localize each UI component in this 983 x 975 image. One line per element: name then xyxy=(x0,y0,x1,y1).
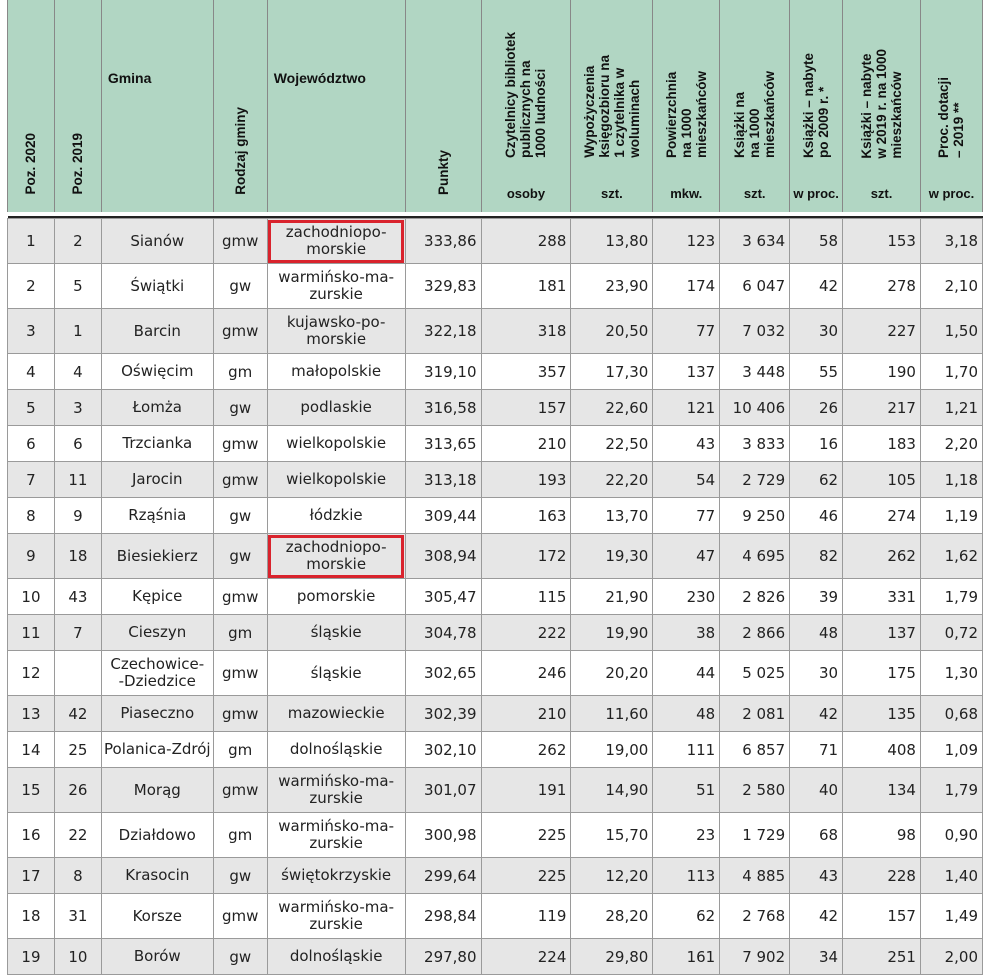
cell-wojewodztwo: małopolskie xyxy=(267,354,405,390)
cell-ksiazki-nabyte-2019: 228 xyxy=(843,858,921,894)
cell-wypozyczenia: 19,00 xyxy=(571,732,653,768)
cell-ksiazki-nabyte: 48 xyxy=(790,615,843,651)
table-row xyxy=(8,264,983,309)
cell-wypozyczenia: 20,20 xyxy=(571,651,653,696)
cell-proc-dotacji: 1,40 xyxy=(920,858,982,894)
cell-ksiazki: 3 448 xyxy=(720,354,790,390)
unit-proc-dotacji: w proc. xyxy=(920,175,982,212)
cell-poz-2019: 10 xyxy=(54,939,101,975)
cell-punkty: 308,94 xyxy=(405,534,481,579)
cell-ksiazki-nabyte: 34 xyxy=(790,939,843,975)
cell-wojewodztwo: wielkopolskie xyxy=(267,426,405,462)
cell-wypozyczenia: 21,90 xyxy=(571,579,653,615)
cell-poz-2019: 5 xyxy=(54,264,101,309)
cell-rodzaj-gminy: gm xyxy=(213,615,267,651)
cell-wojewodztwo: kujawsko-po- morskie xyxy=(267,309,405,354)
cell-ksiazki-nabyte-2019: 105 xyxy=(843,462,921,498)
cell-czytelnicy: 119 xyxy=(481,894,571,939)
cell-poz-2020: 15 xyxy=(8,768,55,813)
cell-poz-2020: 16 xyxy=(8,813,55,858)
cell-ksiazki: 10 406 xyxy=(720,390,790,426)
cell-gmina: Krasocin xyxy=(101,858,213,894)
cell-wojewodztwo: mazowieckie xyxy=(267,696,405,732)
cell-proc-dotacji: 1,70 xyxy=(920,354,982,390)
cell-ksiazki-nabyte: 62 xyxy=(790,462,843,498)
cell-wypozyczenia: 29,80 xyxy=(571,939,653,975)
cell-powierzchnia: 161 xyxy=(653,939,720,975)
cell-rodzaj-gminy: gw xyxy=(213,264,267,309)
cell-rodzaj-gminy: gmw xyxy=(213,462,267,498)
cell-czytelnicy: 181 xyxy=(481,264,571,309)
cell-proc-dotacji: 2,00 xyxy=(920,939,982,975)
cell-czytelnicy: 191 xyxy=(481,768,571,813)
header-punkty: Punkty xyxy=(405,0,481,212)
cell-proc-dotacji: 1,19 xyxy=(920,498,982,534)
cell-ksiazki-nabyte-2019: 408 xyxy=(843,732,921,768)
cell-ksiazki-nabyte-2019: 262 xyxy=(843,534,921,579)
cell-punkty: 319,10 xyxy=(405,354,481,390)
cell-proc-dotacji: 1,50 xyxy=(920,309,982,354)
cell-rodzaj-gminy: gw xyxy=(213,534,267,579)
table-row xyxy=(8,309,983,354)
cell-proc-dotacji: 1,09 xyxy=(920,732,982,768)
cell-ksiazki: 3 634 xyxy=(720,219,790,264)
table-row xyxy=(8,462,983,498)
cell-wypozyczenia: 15,70 xyxy=(571,813,653,858)
table-row xyxy=(8,939,983,975)
cell-wojewodztwo-highlighted: zachodniopo- morskie xyxy=(267,219,405,264)
cell-ksiazki: 2 081 xyxy=(720,696,790,732)
cell-czytelnicy: 262 xyxy=(481,732,571,768)
cell-gmina: Łomża xyxy=(101,390,213,426)
cell-ksiazki-nabyte: 42 xyxy=(790,264,843,309)
cell-poz-2020: 1 xyxy=(8,219,55,264)
cell-punkty: 297,80 xyxy=(405,939,481,975)
cell-wojewodztwo: podlaskie xyxy=(267,390,405,426)
cell-poz-2020: 8 xyxy=(8,498,55,534)
unit-ksiazki: szt. xyxy=(720,175,790,212)
cell-gmina: Sianów xyxy=(101,219,213,264)
cell-ksiazki-nabyte: 46 xyxy=(790,498,843,534)
cell-rodzaj-gminy: gm xyxy=(213,813,267,858)
cell-poz-2019 xyxy=(54,651,101,696)
cell-powierzchnia: 47 xyxy=(653,534,720,579)
cell-wojewodztwo: śląskie xyxy=(267,651,405,696)
cell-proc-dotacji: 1,62 xyxy=(920,534,982,579)
cell-ksiazki: 2 729 xyxy=(720,462,790,498)
table-body xyxy=(8,212,983,975)
table-row xyxy=(8,615,983,651)
cell-wojewodztwo: pomorskie xyxy=(267,579,405,615)
cell-poz-2019: 31 xyxy=(54,894,101,939)
cell-poz-2020: 3 xyxy=(8,309,55,354)
cell-powierzchnia: 38 xyxy=(653,615,720,651)
cell-czytelnicy: 357 xyxy=(481,354,571,390)
cell-poz-2020: 9 xyxy=(8,534,55,579)
cell-ksiazki: 6 857 xyxy=(720,732,790,768)
table-row xyxy=(8,894,983,939)
cell-gmina: Barcin xyxy=(101,309,213,354)
cell-poz-2019: 43 xyxy=(54,579,101,615)
cell-ksiazki-nabyte: 82 xyxy=(790,534,843,579)
unit-wypozyczenia: szt. xyxy=(571,175,653,212)
cell-wojewodztwo: łódzkie xyxy=(267,498,405,534)
header-gmina: Gmina xyxy=(101,0,213,212)
cell-poz-2019: 11 xyxy=(54,462,101,498)
cell-ksiazki-nabyte-2019: 135 xyxy=(843,696,921,732)
cell-ksiazki-nabyte: 68 xyxy=(790,813,843,858)
cell-ksiazki-nabyte-2019: 175 xyxy=(843,651,921,696)
cell-wojewodztwo: wielkopolskie xyxy=(267,462,405,498)
cell-ksiazki-nabyte-2019: 183 xyxy=(843,426,921,462)
cell-poz-2019: 7 xyxy=(54,615,101,651)
cell-czytelnicy: 318 xyxy=(481,309,571,354)
cell-poz-2020: 18 xyxy=(8,894,55,939)
cell-ksiazki-nabyte: 42 xyxy=(790,894,843,939)
cell-ksiazki-nabyte-2019: 217 xyxy=(843,390,921,426)
cell-ksiazki-nabyte-2019: 190 xyxy=(843,354,921,390)
cell-proc-dotacji: 0,68 xyxy=(920,696,982,732)
cell-ksiazki: 2 866 xyxy=(720,615,790,651)
cell-rodzaj-gminy: gmw xyxy=(213,768,267,813)
cell-gmina: Oświęcim xyxy=(101,354,213,390)
cell-czytelnicy: 210 xyxy=(481,696,571,732)
cell-rodzaj-gminy: gw xyxy=(213,498,267,534)
cell-gmina: Kępice xyxy=(101,579,213,615)
cell-ksiazki: 5 025 xyxy=(720,651,790,696)
table-row xyxy=(8,696,983,732)
cell-ksiazki-nabyte-2019: 274 xyxy=(843,498,921,534)
table-row xyxy=(8,219,983,264)
cell-ksiazki: 2 768 xyxy=(720,894,790,939)
cell-wypozyczenia: 22,60 xyxy=(571,390,653,426)
cell-punkty: 329,83 xyxy=(405,264,481,309)
cell-wypozyczenia: 19,30 xyxy=(571,534,653,579)
unit-czytelnicy: osoby xyxy=(481,175,571,212)
cell-powierzchnia: 54 xyxy=(653,462,720,498)
cell-rodzaj-gminy: gmw xyxy=(213,426,267,462)
cell-czytelnicy: 222 xyxy=(481,615,571,651)
table-row xyxy=(8,651,983,696)
cell-proc-dotacji: 2,20 xyxy=(920,426,982,462)
table-row xyxy=(8,858,983,894)
cell-gmina: Morąg xyxy=(101,768,213,813)
table-row xyxy=(8,498,983,534)
cell-powierzchnia: 23 xyxy=(653,813,720,858)
table-row xyxy=(8,579,983,615)
cell-proc-dotacji: 1,49 xyxy=(920,894,982,939)
cell-punkty: 305,47 xyxy=(405,579,481,615)
cell-powierzchnia: 51 xyxy=(653,768,720,813)
table-header xyxy=(8,0,983,212)
cell-powierzchnia: 113 xyxy=(653,858,720,894)
cell-punkty: 299,64 xyxy=(405,858,481,894)
cell-ksiazki-nabyte-2019: 153 xyxy=(843,219,921,264)
cell-punkty: 302,10 xyxy=(405,732,481,768)
cell-ksiazki-nabyte: 30 xyxy=(790,651,843,696)
cell-poz-2019: 9 xyxy=(54,498,101,534)
cell-gmina: Piaseczno xyxy=(101,696,213,732)
cell-czytelnicy: 225 xyxy=(481,858,571,894)
cell-poz-2019: 18 xyxy=(54,534,101,579)
cell-ksiazki-nabyte: 58 xyxy=(790,219,843,264)
cell-ksiazki-nabyte: 16 xyxy=(790,426,843,462)
header-wypozyczenia: Wypożyczenia księgozbioru na 1 czytelnika w woluminach xyxy=(571,0,653,175)
cell-powierzchnia: 77 xyxy=(653,498,720,534)
cell-ksiazki-nabyte-2019: 227 xyxy=(843,309,921,354)
cell-gmina: Cieszyn xyxy=(101,615,213,651)
cell-powierzchnia: 111 xyxy=(653,732,720,768)
cell-ksiazki: 2 580 xyxy=(720,768,790,813)
cell-poz-2020: 17 xyxy=(8,858,55,894)
cell-gmina: Działdowo xyxy=(101,813,213,858)
cell-punkty: 333,86 xyxy=(405,219,481,264)
cell-gmina: Czechowice- -Dziedzice xyxy=(101,651,213,696)
cell-czytelnicy: 224 xyxy=(481,939,571,975)
cell-poz-2020: 11 xyxy=(8,615,55,651)
cell-proc-dotacji: 1,79 xyxy=(920,768,982,813)
cell-punkty: 300,98 xyxy=(405,813,481,858)
cell-gmina: Biesiekierz xyxy=(101,534,213,579)
cell-czytelnicy: 115 xyxy=(481,579,571,615)
cell-punkty: 316,58 xyxy=(405,390,481,426)
cell-poz-2020: 6 xyxy=(8,426,55,462)
cell-poz-2020: 5 xyxy=(8,390,55,426)
cell-wypozyczenia: 14,90 xyxy=(571,768,653,813)
cell-ksiazki-nabyte: 55 xyxy=(790,354,843,390)
header-ksiazki-nabyte: Książki – nabyte po 2009 r. * xyxy=(790,0,843,175)
table-row xyxy=(8,534,983,579)
cell-rodzaj-gminy: gm xyxy=(213,354,267,390)
cell-powierzchnia: 174 xyxy=(653,264,720,309)
cell-czytelnicy: 246 xyxy=(481,651,571,696)
cell-gmina: Rząśnia xyxy=(101,498,213,534)
cell-proc-dotacji: 0,90 xyxy=(920,813,982,858)
cell-ksiazki-nabyte-2019: 157 xyxy=(843,894,921,939)
cell-poz-2019: 2 xyxy=(54,219,101,264)
cell-ksiazki: 9 250 xyxy=(720,498,790,534)
cell-ksiazki: 4 885 xyxy=(720,858,790,894)
cell-poz-2019: 6 xyxy=(54,426,101,462)
cell-poz-2020: 4 xyxy=(8,354,55,390)
cell-rodzaj-gminy: gm xyxy=(213,732,267,768)
cell-poz-2019: 42 xyxy=(54,696,101,732)
cell-wojewodztwo: warmińsko-ma- zurskie xyxy=(267,264,405,309)
cell-wypozyczenia: 19,90 xyxy=(571,615,653,651)
cell-powierzchnia: 43 xyxy=(653,426,720,462)
table-row xyxy=(8,426,983,462)
cell-poz-2020: 2 xyxy=(8,264,55,309)
table-row xyxy=(8,390,983,426)
cell-rodzaj-gminy: gmw xyxy=(213,579,267,615)
cell-ksiazki-nabyte-2019: 331 xyxy=(843,579,921,615)
cell-wypozyczenia: 11,60 xyxy=(571,696,653,732)
header-ksiazki: Książki na na 1000 mieszkańców xyxy=(720,0,790,175)
unit-ksiazki-nabyte-2019: szt. xyxy=(843,175,921,212)
header-rodzaj-gminy: Rodzaj gminy xyxy=(213,0,267,212)
cell-gmina: Polanica-Zdrój xyxy=(101,732,213,768)
cell-powierzchnia: 121 xyxy=(653,390,720,426)
cell-wypozyczenia: 20,50 xyxy=(571,309,653,354)
cell-rodzaj-gminy: gw xyxy=(213,939,267,975)
cell-wypozyczenia: 23,90 xyxy=(571,264,653,309)
cell-gmina: Jarocin xyxy=(101,462,213,498)
cell-czytelnicy: 163 xyxy=(481,498,571,534)
cell-poz-2019: 25 xyxy=(54,732,101,768)
cell-czytelnicy: 157 xyxy=(481,390,571,426)
cell-ksiazki-nabyte: 42 xyxy=(790,696,843,732)
cell-rodzaj-gminy: gmw xyxy=(213,219,267,264)
table-row xyxy=(8,732,983,768)
cell-poz-2020: 13 xyxy=(8,696,55,732)
cell-poz-2019: 22 xyxy=(54,813,101,858)
cell-wojewodztwo: warmińsko-ma- zurskie xyxy=(267,813,405,858)
cell-punkty: 309,44 xyxy=(405,498,481,534)
cell-powierzchnia: 48 xyxy=(653,696,720,732)
cell-poz-2019: 26 xyxy=(54,768,101,813)
cell-rodzaj-gminy: gmw xyxy=(213,651,267,696)
cell-wojewodztwo: warmińsko-ma- zurskie xyxy=(267,894,405,939)
cell-rodzaj-gminy: gw xyxy=(213,390,267,426)
table-row xyxy=(8,354,983,390)
cell-wojewodztwo: śląskie xyxy=(267,615,405,651)
cell-gmina: Świątki xyxy=(101,264,213,309)
cell-gmina: Trzcianka xyxy=(101,426,213,462)
cell-wypozyczenia: 22,20 xyxy=(571,462,653,498)
cell-proc-dotacji: 1,30 xyxy=(920,651,982,696)
cell-ksiazki-nabyte-2019: 98 xyxy=(843,813,921,858)
cell-ksiazki: 7 902 xyxy=(720,939,790,975)
cell-ksiazki-nabyte: 71 xyxy=(790,732,843,768)
cell-powierzchnia: 62 xyxy=(653,894,720,939)
cell-gmina: Borów xyxy=(101,939,213,975)
cell-poz-2019: 8 xyxy=(54,858,101,894)
cell-poz-2020: 12 xyxy=(8,651,55,696)
cell-rodzaj-gminy: gmw xyxy=(213,696,267,732)
cell-ksiazki-nabyte: 40 xyxy=(790,768,843,813)
cell-wojewodztwo: świętokrzyskie xyxy=(267,858,405,894)
cell-wypozyczenia: 22,50 xyxy=(571,426,653,462)
cell-powierzchnia: 123 xyxy=(653,219,720,264)
cell-ksiazki: 2 826 xyxy=(720,579,790,615)
cell-rodzaj-gminy: gmw xyxy=(213,309,267,354)
cell-wojewodztwo: dolnośląskie xyxy=(267,939,405,975)
cell-wypozyczenia: 28,20 xyxy=(571,894,653,939)
header-ksiazki-nabyte-2019: Książki – nabyte w 2019 r. na 1000 mieszkańców xyxy=(843,0,921,175)
cell-powierzchnia: 77 xyxy=(653,309,720,354)
header-wojewodztwo: Województwo xyxy=(267,0,405,212)
cell-czytelnicy: 225 xyxy=(481,813,571,858)
cell-poz-2020: 7 xyxy=(8,462,55,498)
cell-proc-dotacji: 0,72 xyxy=(920,615,982,651)
table-row xyxy=(8,813,983,858)
cell-poz-2020: 19 xyxy=(8,939,55,975)
cell-wypozyczenia: 13,80 xyxy=(571,219,653,264)
header-poz-2020: Poz. 2020 xyxy=(8,0,55,212)
cell-poz-2019: 3 xyxy=(54,390,101,426)
cell-powierzchnia: 44 xyxy=(653,651,720,696)
cell-punkty: 322,18 xyxy=(405,309,481,354)
cell-ksiazki-nabyte-2019: 251 xyxy=(843,939,921,975)
cell-gmina: Korsze xyxy=(101,894,213,939)
cell-ksiazki-nabyte-2019: 134 xyxy=(843,768,921,813)
header-czytelnicy: Czytelnicy bibliotek publicznych na 1000 ludności xyxy=(481,0,571,175)
cell-poz-2019: 4 xyxy=(54,354,101,390)
cell-punkty: 302,39 xyxy=(405,696,481,732)
cell-powierzchnia: 230 xyxy=(653,579,720,615)
cell-wypozyczenia: 13,70 xyxy=(571,498,653,534)
cell-ksiazki: 6 047 xyxy=(720,264,790,309)
cell-czytelnicy: 288 xyxy=(481,219,571,264)
cell-wypozyczenia: 17,30 xyxy=(571,354,653,390)
cell-rodzaj-gminy: gmw xyxy=(213,894,267,939)
ranking-table xyxy=(7,0,983,975)
cell-poz-2020: 14 xyxy=(8,732,55,768)
cell-ksiazki: 4 695 xyxy=(720,534,790,579)
cell-ksiazki: 1 729 xyxy=(720,813,790,858)
cell-powierzchnia: 137 xyxy=(653,354,720,390)
cell-ksiazki-nabyte-2019: 137 xyxy=(843,615,921,651)
unit-powierzchnia: mkw. xyxy=(653,175,720,212)
unit-ksiazki-nabyte: w proc. xyxy=(790,175,843,212)
cell-czytelnicy: 210 xyxy=(481,426,571,462)
cell-punkty: 298,84 xyxy=(405,894,481,939)
cell-wypozyczenia: 12,20 xyxy=(571,858,653,894)
cell-proc-dotacji: 2,10 xyxy=(920,264,982,309)
cell-ksiazki-nabyte: 26 xyxy=(790,390,843,426)
cell-proc-dotacji: 1,79 xyxy=(920,579,982,615)
header-poz-2019: Poz. 2019 xyxy=(54,0,101,212)
cell-ksiazki-nabyte: 43 xyxy=(790,858,843,894)
cell-wojewodztwo-highlighted: zachodniopo- morskie xyxy=(267,534,405,579)
table-row xyxy=(8,768,983,813)
cell-czytelnicy: 172 xyxy=(481,534,571,579)
cell-punkty: 301,07 xyxy=(405,768,481,813)
cell-punkty: 313,18 xyxy=(405,462,481,498)
cell-wojewodztwo: dolnośląskie xyxy=(267,732,405,768)
cell-ksiazki: 7 032 xyxy=(720,309,790,354)
cell-punkty: 302,65 xyxy=(405,651,481,696)
cell-rodzaj-gminy: gw xyxy=(213,858,267,894)
cell-punkty: 313,65 xyxy=(405,426,481,462)
cell-proc-dotacji: 1,18 xyxy=(920,462,982,498)
cell-wojewodztwo: warmińsko-ma- zurskie xyxy=(267,768,405,813)
cell-punkty: 304,78 xyxy=(405,615,481,651)
cell-czytelnicy: 193 xyxy=(481,462,571,498)
cell-ksiazki-nabyte-2019: 278 xyxy=(843,264,921,309)
cell-ksiazki-nabyte: 30 xyxy=(790,309,843,354)
cell-poz-2019: 1 xyxy=(54,309,101,354)
cell-ksiazki-nabyte: 39 xyxy=(790,579,843,615)
header-proc-dotacji: Proc. dotacji – 2019 ** xyxy=(920,0,982,175)
cell-proc-dotacji: 1,21 xyxy=(920,390,982,426)
header-powierzchnia: Powierzchnia na 1000 mieszkańców xyxy=(653,0,720,175)
cell-poz-2020: 10 xyxy=(8,579,55,615)
cell-proc-dotacji: 3,18 xyxy=(920,219,982,264)
cell-ksiazki: 3 833 xyxy=(720,426,790,462)
